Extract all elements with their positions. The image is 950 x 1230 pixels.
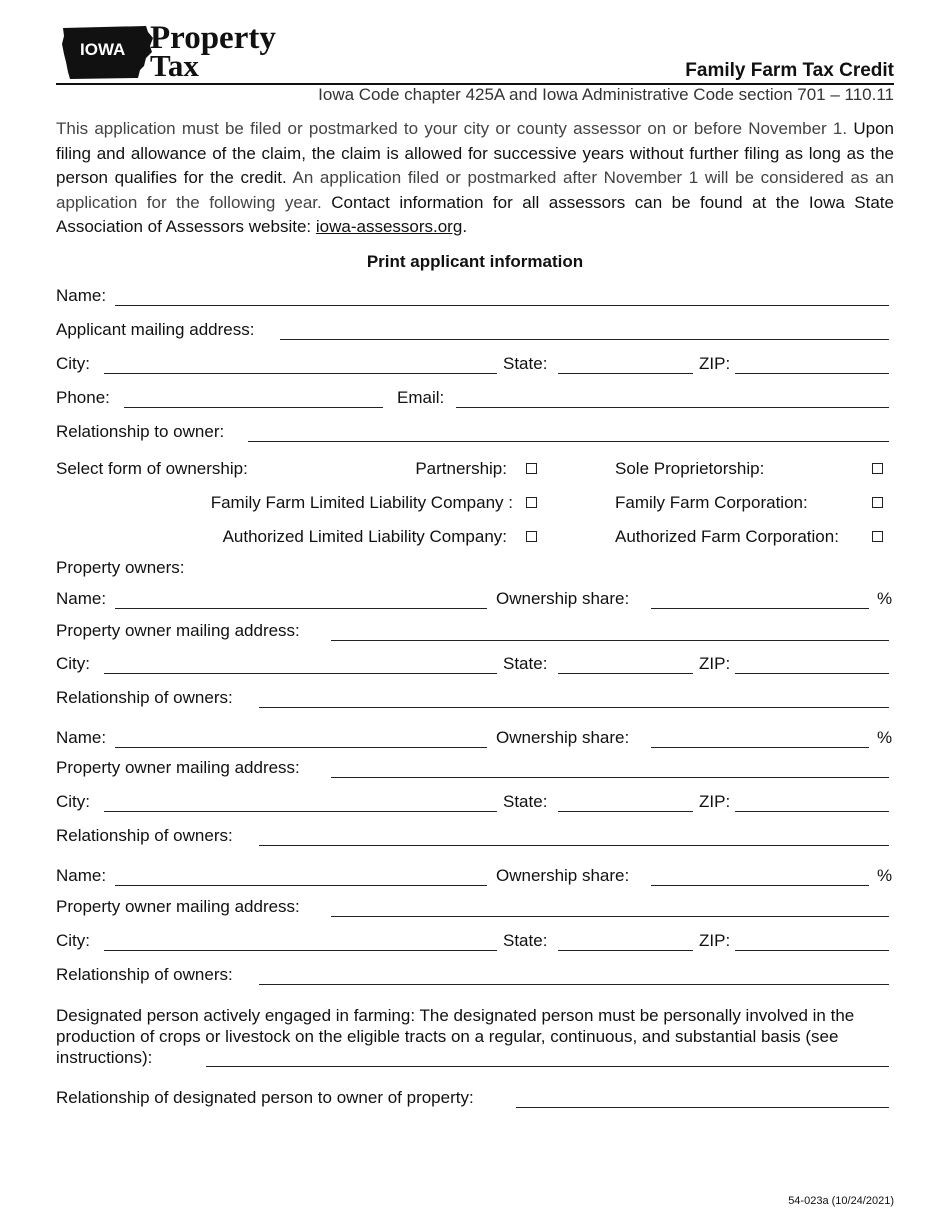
authorized-llc-label: Authorized Limited Liability Company:: [222, 527, 507, 546]
owner-zip-label: ZIP:: [699, 654, 731, 673]
applicant-state-label: State:: [503, 354, 548, 373]
assessors-link[interactable]: iowa-assessors.org: [315, 217, 463, 236]
applicant-phone-field[interactable]: [124, 407, 383, 408]
percent-sign: %: [877, 728, 893, 747]
owner-name-label: Name:: [56, 866, 107, 885]
applicant-zip-label: ZIP:: [699, 354, 731, 373]
applicant-phone-label: Phone:: [56, 388, 110, 407]
owner-city-label: City:: [56, 792, 90, 811]
partnership-label: Partnership:: [415, 459, 507, 478]
owner-mailing-field[interactable]: [331, 777, 889, 778]
intro-paragraph: This application must be filed or postmarked to your city or county assessor on or before November 1. Upon filing and allowance of the claim, the claim is allowed for successive years without further filing as long as the person qualifies for the credit. An application filed or postmarked after November 1 will be considered as an application for the following year. Contact information for all assessors can be found at the Iowa State Association of Assessors website: iowa-assessors.org.: [56, 119, 894, 236]
owner-state-field[interactable]: [558, 811, 693, 812]
ownership-share-label: Ownership share:: [496, 866, 630, 885]
designated-relationship-field[interactable]: [516, 1107, 889, 1108]
logo-word-property: Property: [150, 20, 276, 56]
ownership-form-label: Select form of ownership:: [56, 459, 248, 478]
owner-mailing-field[interactable]: [331, 640, 889, 641]
ff-corporation-checkbox[interactable]: [872, 497, 883, 508]
ownership-share-field[interactable]: [651, 747, 869, 748]
owner-relationship-field[interactable]: [259, 845, 889, 846]
code-reference: Iowa Code chapter 425A and Iowa Administrative Code section 701 – 110.11: [318, 85, 894, 104]
authorized-llc-checkbox[interactable]: [526, 531, 537, 542]
owner-relationship-label: Relationship of owners:: [56, 688, 233, 707]
intro-sentence-2: Upon filing and allowance of the claim, the claim is allowed for successive years without further filing as long as the person qualifies for the credit.: [56, 119, 894, 187]
owner-name-field[interactable]: [115, 747, 487, 748]
percent-sign: %: [877, 866, 893, 885]
owner-mailing-field[interactable]: [331, 916, 889, 917]
owner-state-label: State:: [503, 792, 548, 811]
authorized-farm-corp-checkbox[interactable]: [872, 531, 883, 542]
owner-city-label: City:: [56, 654, 90, 673]
applicant-zip-field[interactable]: [735, 373, 889, 374]
owner-state-field[interactable]: [558, 673, 693, 674]
applicant-name-label: Name:: [56, 286, 107, 305]
partnership-checkbox[interactable]: [526, 463, 537, 474]
designated-person-field[interactable]: [206, 1066, 889, 1067]
designated-person-text: [56, 1005, 894, 1068]
owner-relationship-field[interactable]: [259, 984, 889, 985]
owner-zip-label: ZIP:: [699, 792, 731, 811]
designated-person-description: Designated person actively engaged in farming: The designated person must be personally involved in the production of crops or livestock on the eligible tracts on a regular, continuous, and substantial basis (see instructions):: [56, 1006, 855, 1067]
owner-city-field[interactable]: [104, 673, 497, 674]
ownership-share-field[interactable]: [651, 885, 869, 886]
owner-state-field[interactable]: [558, 950, 693, 951]
sole-proprietorship-label: Sole Proprietorship:: [615, 459, 765, 478]
intro-sentence-4: Contact information for all assessors can be found at the Iowa State Association of Assessors website:: [56, 192, 894, 236]
applicant-email-field[interactable]: [456, 407, 889, 408]
owner-name-label: Name:: [56, 728, 107, 747]
owner-city-field[interactable]: [104, 811, 497, 812]
applicant-name-field[interactable]: [115, 305, 889, 306]
applicant-mailing-label: Applicant mailing address:: [56, 320, 255, 339]
logo: [60, 22, 285, 82]
owner-relationship-field[interactable]: [259, 707, 889, 708]
owner-block-3: [0, 866, 950, 991]
ffllc-label: Family Farm Limited Liability Company :: [210, 493, 513, 512]
sole-proprietorship-checkbox[interactable]: [872, 463, 883, 474]
applicant-email-label: Email:: [397, 388, 445, 407]
intro-sentence-1: This application must be filed or postmarked to your city or county assessor on or before November 1.: [56, 119, 848, 138]
logo-word-tax: Tax: [150, 48, 199, 83]
owner-zip-field[interactable]: [735, 950, 889, 951]
owner-city-field[interactable]: [104, 950, 497, 951]
ownership-share-field[interactable]: [651, 608, 869, 609]
owner-name-field[interactable]: [115, 608, 487, 609]
applicant-city-field[interactable]: [104, 373, 497, 374]
applicant-relationship-field[interactable]: [248, 441, 889, 442]
owner-relationship-label: Relationship of owners:: [56, 965, 233, 984]
applicant-heading: Print applicant information: [366, 252, 584, 271]
owner-zip-label: ZIP:: [699, 931, 731, 950]
owner-zip-field[interactable]: [735, 673, 889, 674]
owner-mailing-label: Property owner mailing address:: [56, 621, 300, 640]
ff-corporation-label: Family Farm Corporation:: [615, 493, 808, 512]
applicant-city-label: City:: [56, 354, 90, 373]
owner-name-field[interactable]: [115, 885, 487, 886]
owner-name-label: Name:: [56, 589, 107, 608]
owner-zip-field[interactable]: [735, 811, 889, 812]
authorized-farm-corp-label: Authorized Farm Corporation:: [615, 527, 839, 546]
owner-block-2: [0, 728, 950, 853]
applicant-mailing-field[interactable]: [280, 339, 889, 340]
ownership-share-label: Ownership share:: [496, 728, 630, 747]
owner-mailing-label: Property owner mailing address:: [56, 897, 300, 916]
applicant-relationship-label: Relationship to owner:: [56, 422, 225, 441]
ownership-share-label: Ownership share:: [496, 589, 630, 608]
owner-relationship-label: Relationship of owners:: [56, 826, 233, 845]
property-owners-label: Property owners:: [56, 558, 185, 577]
owner-state-label: State:: [503, 654, 548, 673]
owner-block-1: [0, 589, 950, 714]
ffllc-checkbox[interactable]: [526, 497, 537, 508]
owner-city-label: City:: [56, 931, 90, 950]
applicant-state-field[interactable]: [558, 373, 693, 374]
intro-sentence-3: An application filed or postmarked after November 1 will be considered as an application for the following year.: [56, 168, 894, 212]
owner-state-label: State:: [503, 931, 548, 950]
form-title: Family Farm Tax Credit: [685, 60, 894, 81]
owner-mailing-label: Property owner mailing address:: [56, 758, 300, 777]
percent-sign: %: [877, 589, 893, 608]
logo-state-text: IOWA: [80, 40, 126, 59]
designated-relationship-label: Relationship of designated person to owner of property:: [56, 1088, 474, 1107]
form-number: 54-023a (10/24/2021): [788, 1195, 894, 1207]
